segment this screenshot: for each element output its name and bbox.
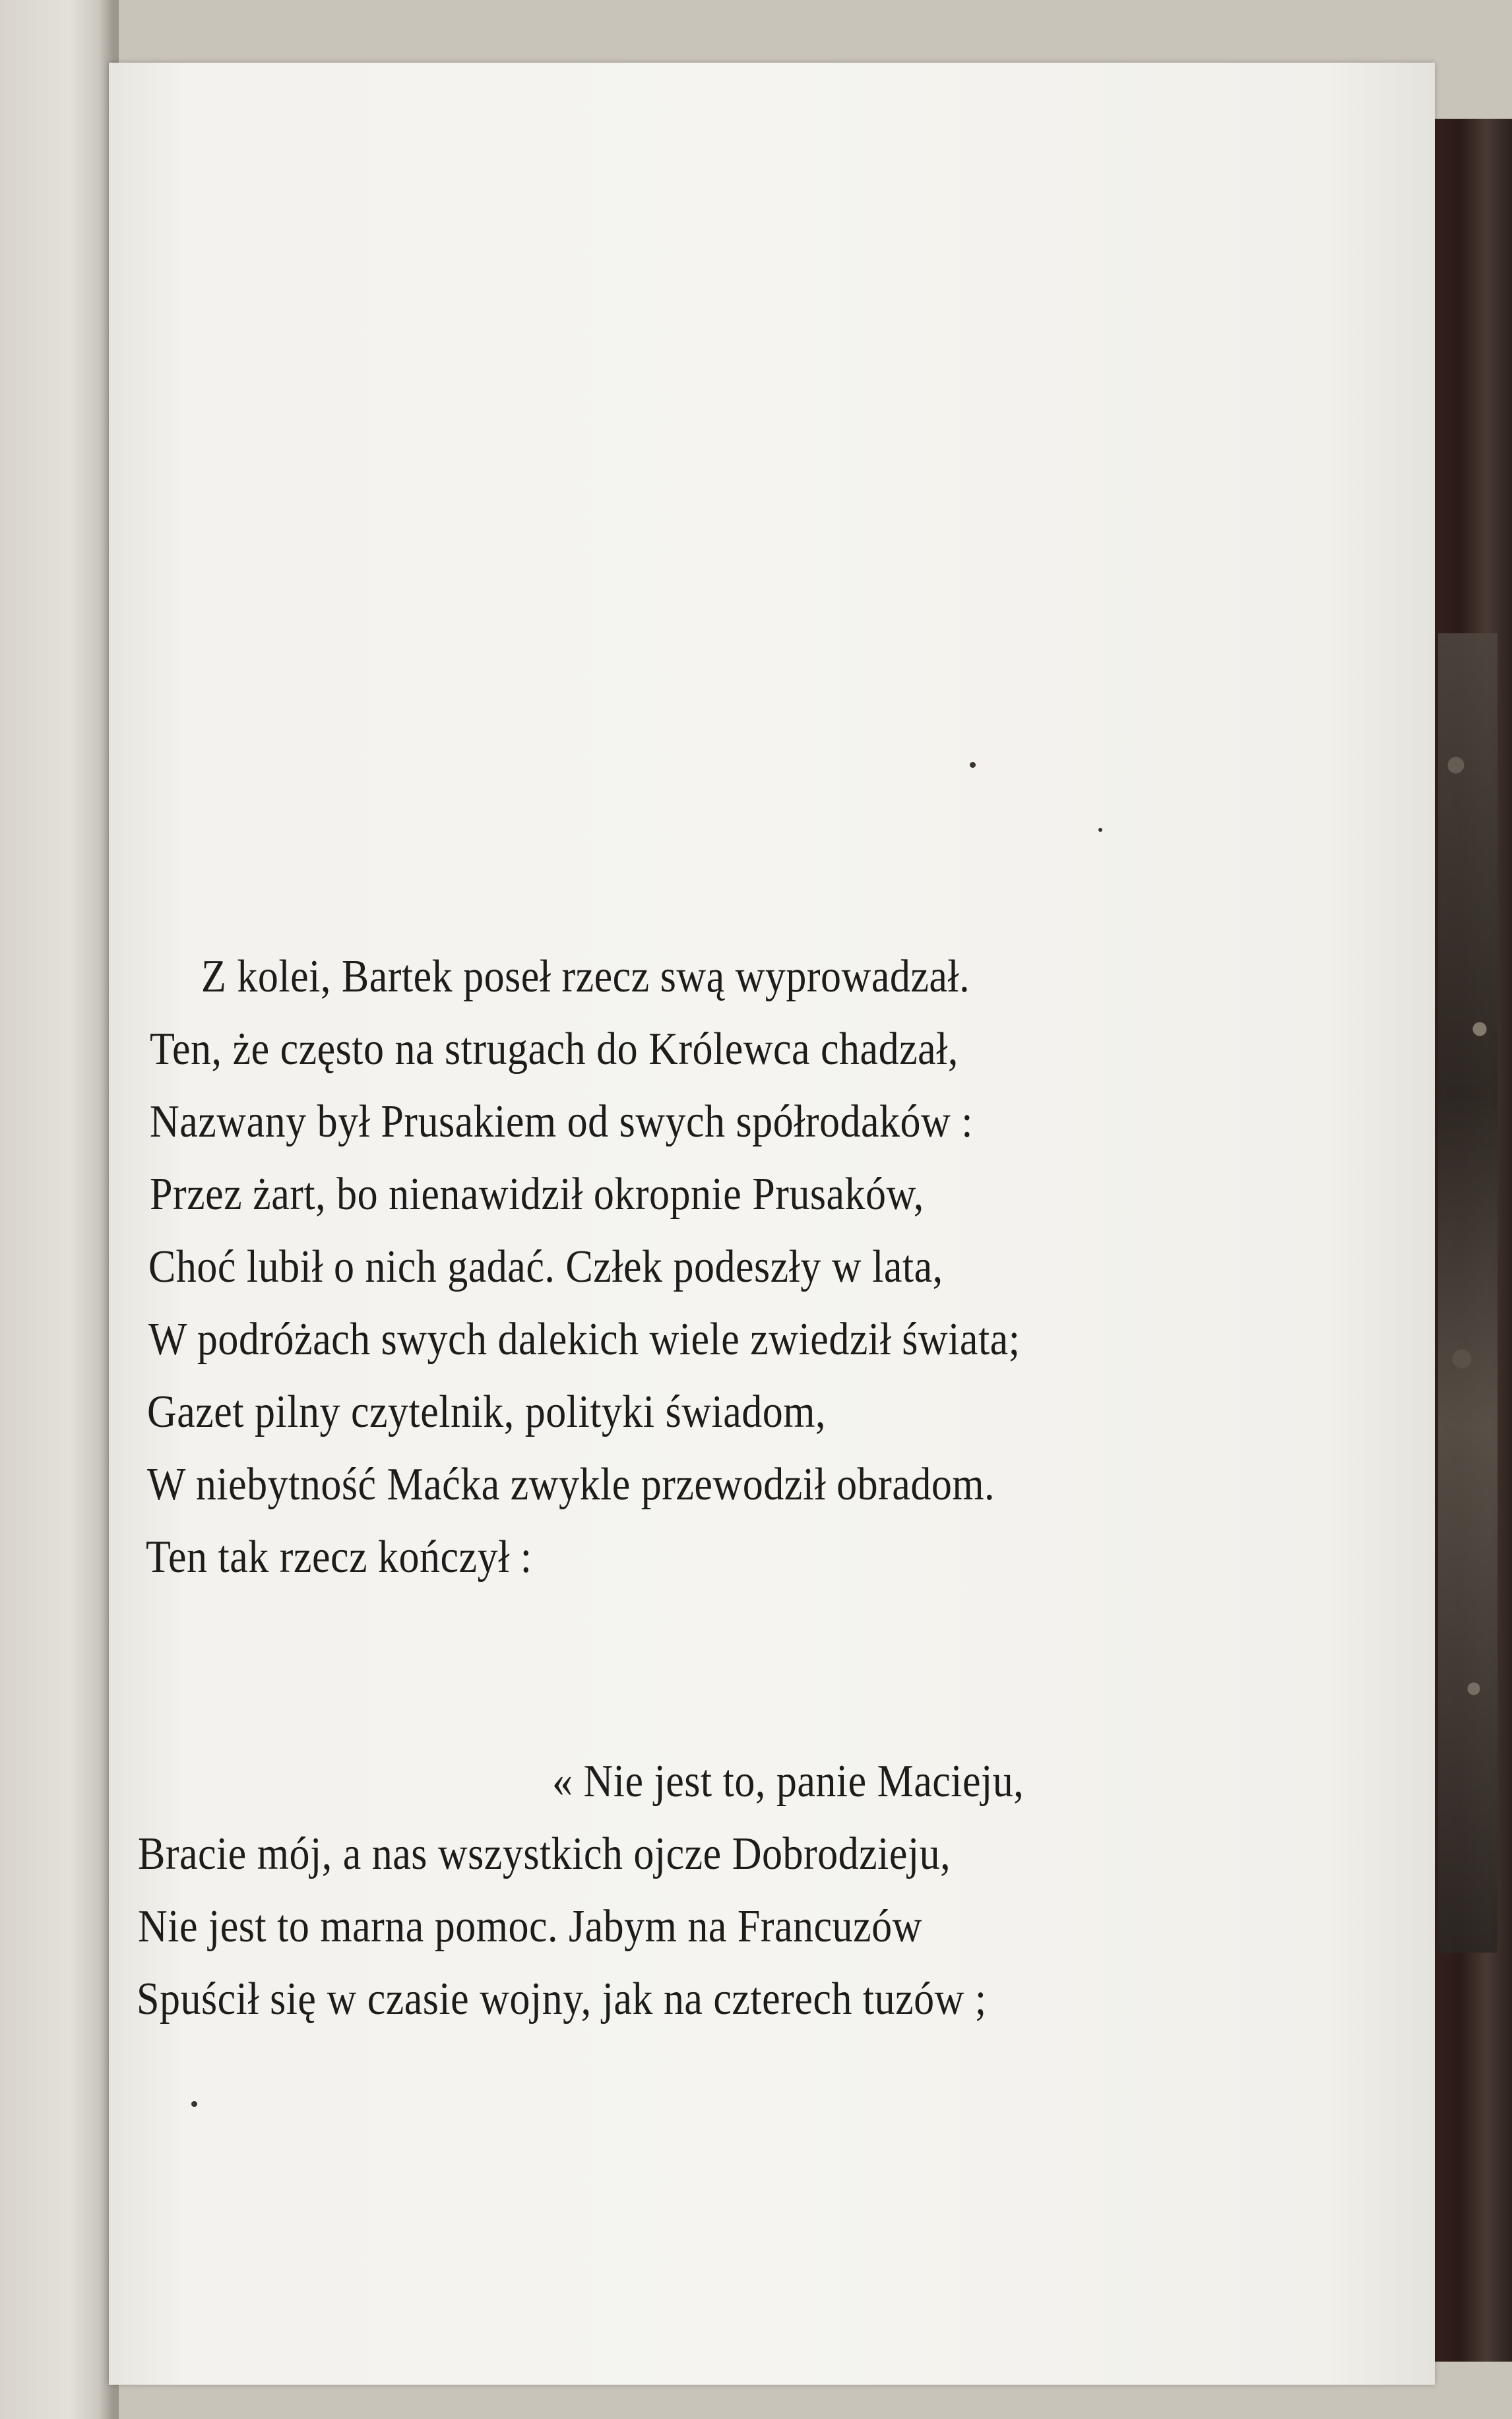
verse-line: « Nie jest to, panie Macieju, — [552, 1756, 1024, 1807]
ink-speck — [191, 2101, 197, 2107]
book-page — [109, 63, 1435, 2385]
verse-line: Bracie mój, a nas wszystkich ojcze Dobrodzieju, — [138, 1829, 951, 1879]
verse-line: Spuścił się w czasie wojny, jak na czterech tuzów ; — [137, 1974, 987, 2025]
verse-line: Nazwany był Prusakiem od swych spółrodaków : — [150, 1096, 974, 1147]
verse-line: Gazet pilny czytelnik, polityki świadom, — [147, 1387, 827, 1437]
ink-speck — [970, 762, 976, 768]
verse-line: Przez żart, bo nienawidził okropnie Prusaków, — [150, 1169, 924, 1220]
facing-page-left — [0, 0, 115, 2419]
ink-speck — [1098, 828, 1102, 832]
marbled-endpaper — [1438, 633, 1497, 1953]
verse-line: Nie jest to marna pomoc. Jabym na Francuzów — [138, 1901, 922, 1952]
verse-line: Choć lubił o nich gadać. Człek podeszły w lata, — [148, 1241, 943, 1292]
verse-line: Ten tak rzecz kończył : — [146, 1532, 532, 1583]
poem-text — [109, 63, 1435, 2385]
verse-line: W podróżach swych dalekich wiele zwiedził świata; — [148, 1314, 1021, 1365]
verse-line: Z kolei, Bartek poseł rzecz swą wyprowadzał. — [201, 951, 970, 1002]
verse-line: W niebytność Maćka zwykle przewodził obradom. — [147, 1459, 995, 1510]
verse-line: Ten, że często na strugach do Królewca chadzał, — [150, 1024, 959, 1075]
